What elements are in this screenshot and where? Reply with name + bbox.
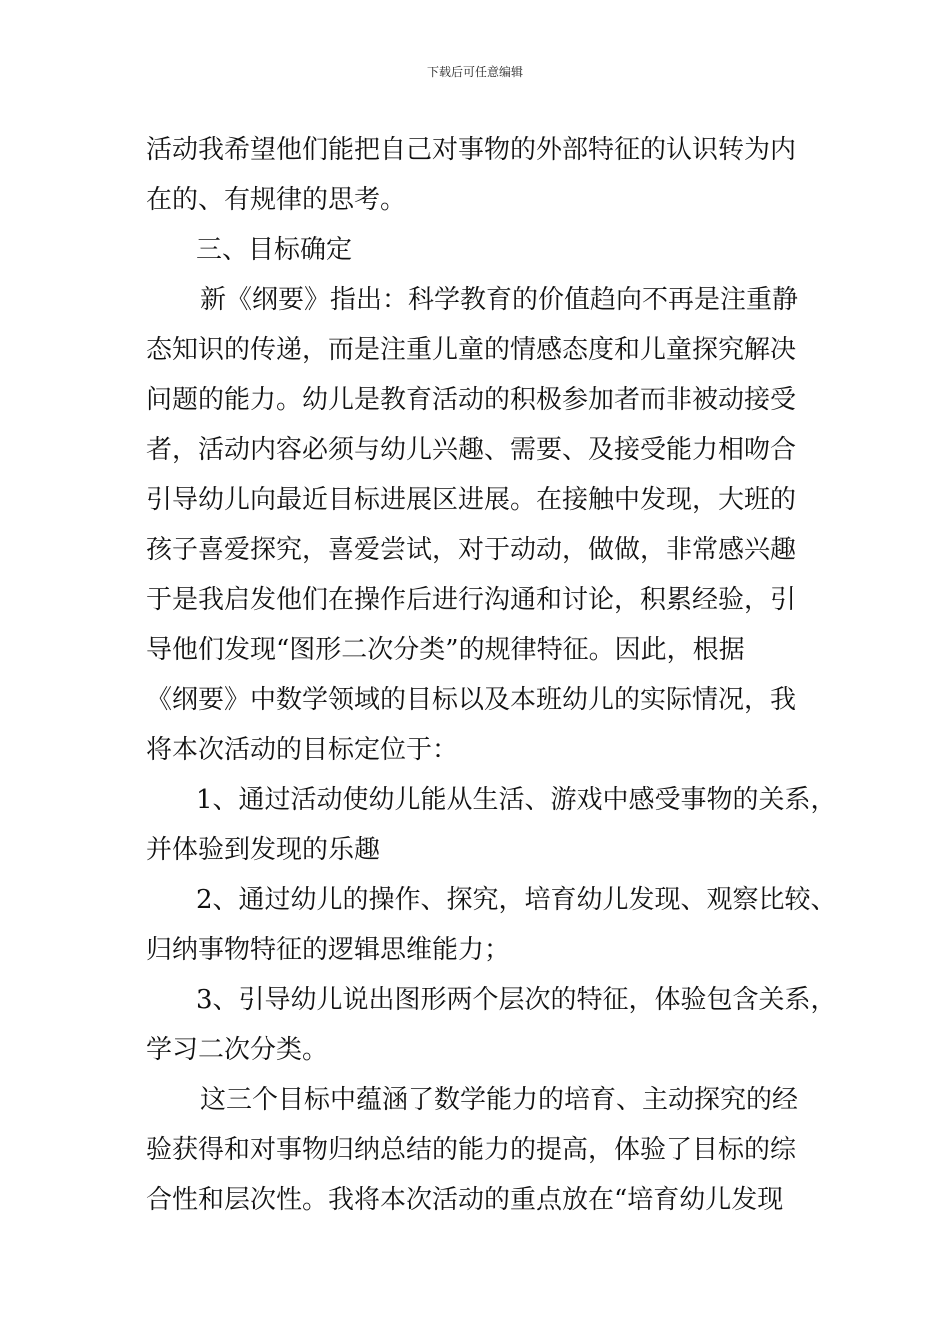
text-line: 验获得和对事物归纳总结的能力的提高，体验了目标的综 bbox=[146, 1135, 797, 1165]
text-line: 学习二次分类。 bbox=[146, 1035, 329, 1065]
section-heading: 三、目标确定 bbox=[196, 235, 353, 265]
text-line: 将本次活动的目标定位于： bbox=[146, 735, 459, 765]
text-line: 《纲要》中数学领域的目标以及本班幼儿的实际情况，我 bbox=[146, 685, 797, 715]
text-line: 者，活动内容必须与幼儿兴趣、需要、及接受能力相吻合 bbox=[146, 435, 797, 465]
list-item: 2、通过幼儿的操作、探究，培育幼儿发现、观察比较、 bbox=[196, 885, 837, 915]
page-header: 下载后可任意编辑 bbox=[426, 65, 523, 79]
text-line: 于是我启发他们在操作后进行沟通和讨论，积累经验，引 bbox=[146, 585, 797, 615]
list-item: 3、引导幼儿说出图形两个层次的特征，体验包含关系， bbox=[196, 985, 837, 1015]
text-line: 孩子喜爱探究，喜爱尝试，对于动动，做做，非常感兴趣 bbox=[146, 535, 797, 565]
text-line: 新《纲要》指出：科学教育的价值趋向不再是注重静 bbox=[200, 285, 799, 315]
text-line: 在的、有规律的思考。 bbox=[146, 185, 407, 215]
text-line: 活动我希望他们能把自己对事物的外部特征的认识转为内 bbox=[146, 135, 797, 165]
text-line: 引导幼儿向最近目标进展区进展。在接触中发现，大班的 bbox=[146, 485, 797, 515]
text-line: 合性和层次性。我将本次活动的重点放在“培育幼儿发现 bbox=[146, 1185, 784, 1215]
list-item: 1、通过活动使幼儿能从生活、游戏中感受事物的关系， bbox=[196, 785, 837, 815]
text-line: 态知识的传递，而是注重儿童的情感态度和儿童探究解决 bbox=[146, 335, 797, 365]
text-line: 问题的能力。幼儿是教育活动的积极参加者而非被动接受 bbox=[146, 385, 797, 415]
text-line: 并体验到发现的乐趣 bbox=[146, 835, 381, 865]
text-line: 这三个目标中蕴涵了数学能力的培育、主动探究的经 bbox=[200, 1085, 799, 1115]
text-line: 归纳事物特征的逻辑思维能力； bbox=[146, 935, 511, 965]
text-line: 导他们发现“图形二次分类”的规律特征。因此，根据 bbox=[146, 635, 745, 665]
